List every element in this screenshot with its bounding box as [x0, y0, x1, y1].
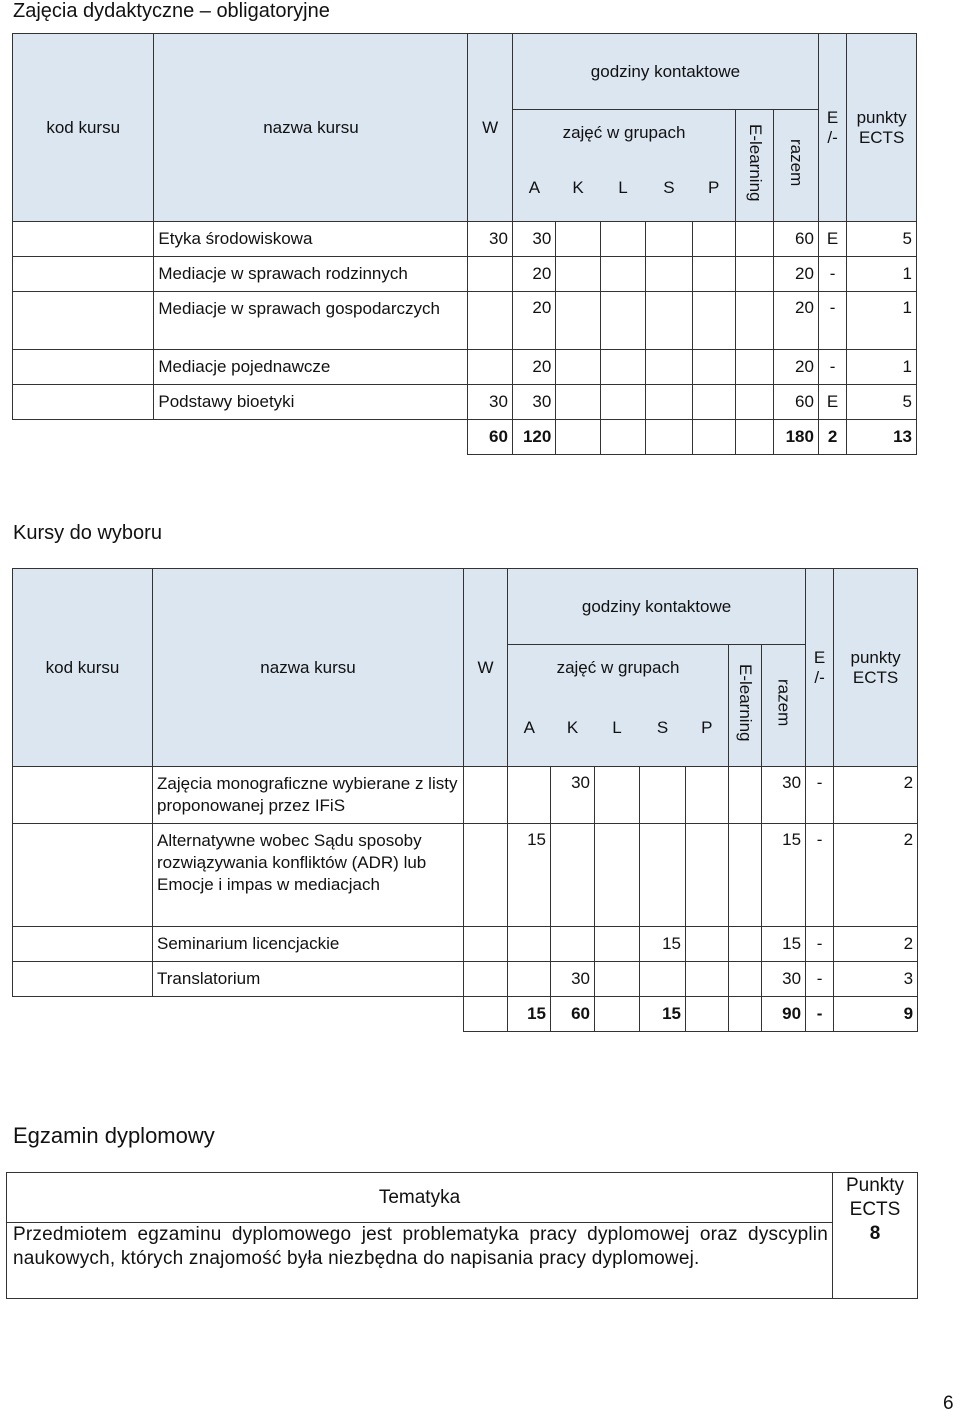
section-title-obligatory: Zajęcia dydaktyczne – obligatoryjne — [13, 0, 330, 22]
header-zajec-w-grupach: zajęć w grupach — [512, 110, 735, 156]
header-elearning: E-learning — [736, 110, 774, 222]
header-kod-kursu: kod kursu — [13, 34, 154, 222]
header-l: L — [600, 156, 645, 222]
header-a: A — [512, 156, 555, 222]
header-e: E /- — [806, 569, 834, 767]
header-razem: razem — [774, 110, 819, 222]
exam-points: 8 — [833, 1223, 918, 1299]
header-l: L — [595, 691, 640, 767]
table-row: Translatorium 30 30 - 3 — [13, 962, 918, 997]
obligatory-courses-table — [12, 33, 917, 455]
section-title-elective: Kursy do wyboru — [13, 522, 162, 544]
header-a: A — [508, 691, 551, 767]
header-p: P — [692, 156, 735, 222]
table-total-row: 60 120 180 2 13 — [13, 420, 917, 455]
header-godziny-kontaktowe: godziny kontaktowe — [512, 34, 818, 110]
header-k: K — [556, 156, 600, 222]
table-row: Mediacje pojednawcze 20 20 - 1 — [13, 350, 917, 385]
exam-table — [6, 1172, 918, 1299]
header-k: K — [551, 691, 595, 767]
table-row: Alternatywne wobec Sądu sposoby rozwiązywania konfliktów (ADR) lub Emocje i impas w mediacjach 15 15 - 2 — [13, 824, 918, 927]
header-punkty-ects: punkty ECTS — [847, 34, 917, 222]
header-s: S — [646, 156, 692, 222]
header-w: W — [468, 34, 512, 222]
table-row: Seminarium licencjackie 15 15 - 2 — [13, 927, 918, 962]
header-razem: razem — [762, 645, 806, 767]
table-total-row: 15 60 15 90 - 9 — [13, 997, 918, 1032]
header-godziny-kontaktowe: godziny kontaktowe — [508, 569, 806, 645]
header-tematyka: Tematyka — [7, 1173, 833, 1223]
table-row: Podstawy bioetyki 30 30 60 E 5 — [13, 385, 917, 420]
header-zajec-w-grupach: zajęć w grupach — [508, 645, 729, 691]
table-row: Mediacje w sprawach gospodarczych 20 20 - 1 — [13, 292, 917, 350]
header-kod-kursu: kod kursu — [13, 569, 153, 767]
header-s: S — [640, 691, 686, 767]
header-elearning: E-learning — [729, 645, 762, 767]
section-title-exam: Egzamin dyplomowy — [13, 1123, 215, 1148]
header-punkty-ects: Punkty ECTS — [833, 1173, 918, 1223]
header-e: E /- — [818, 34, 846, 222]
header-punkty-ects: punkty ECTS — [834, 569, 918, 767]
exam-description: Przedmiotem egzaminu dyplomowego jest problematyka pracy dyplomowej oraz dyscyplin naukowych, których znajomość była niezbędna do napisania pracy dyplomowej. — [7, 1223, 833, 1299]
table-row: Zajęcia monograficzne wybierane z listy proponowanej przez IFiS 30 30 - 2 — [13, 767, 918, 824]
header-nazwa-kursu: nazwa kursu — [153, 569, 464, 767]
header-nazwa-kursu: nazwa kursu — [154, 34, 468, 222]
header-w: W — [464, 569, 508, 767]
elective-courses-table — [12, 568, 918, 1032]
table-row: Mediacje w sprawach rodzinnych 20 20 - 1 — [13, 257, 917, 292]
table-row: Etyka środowiskowa 30 30 60 E 5 — [13, 222, 917, 257]
header-p: P — [686, 691, 729, 767]
page-number: 6 — [943, 1393, 954, 1414]
